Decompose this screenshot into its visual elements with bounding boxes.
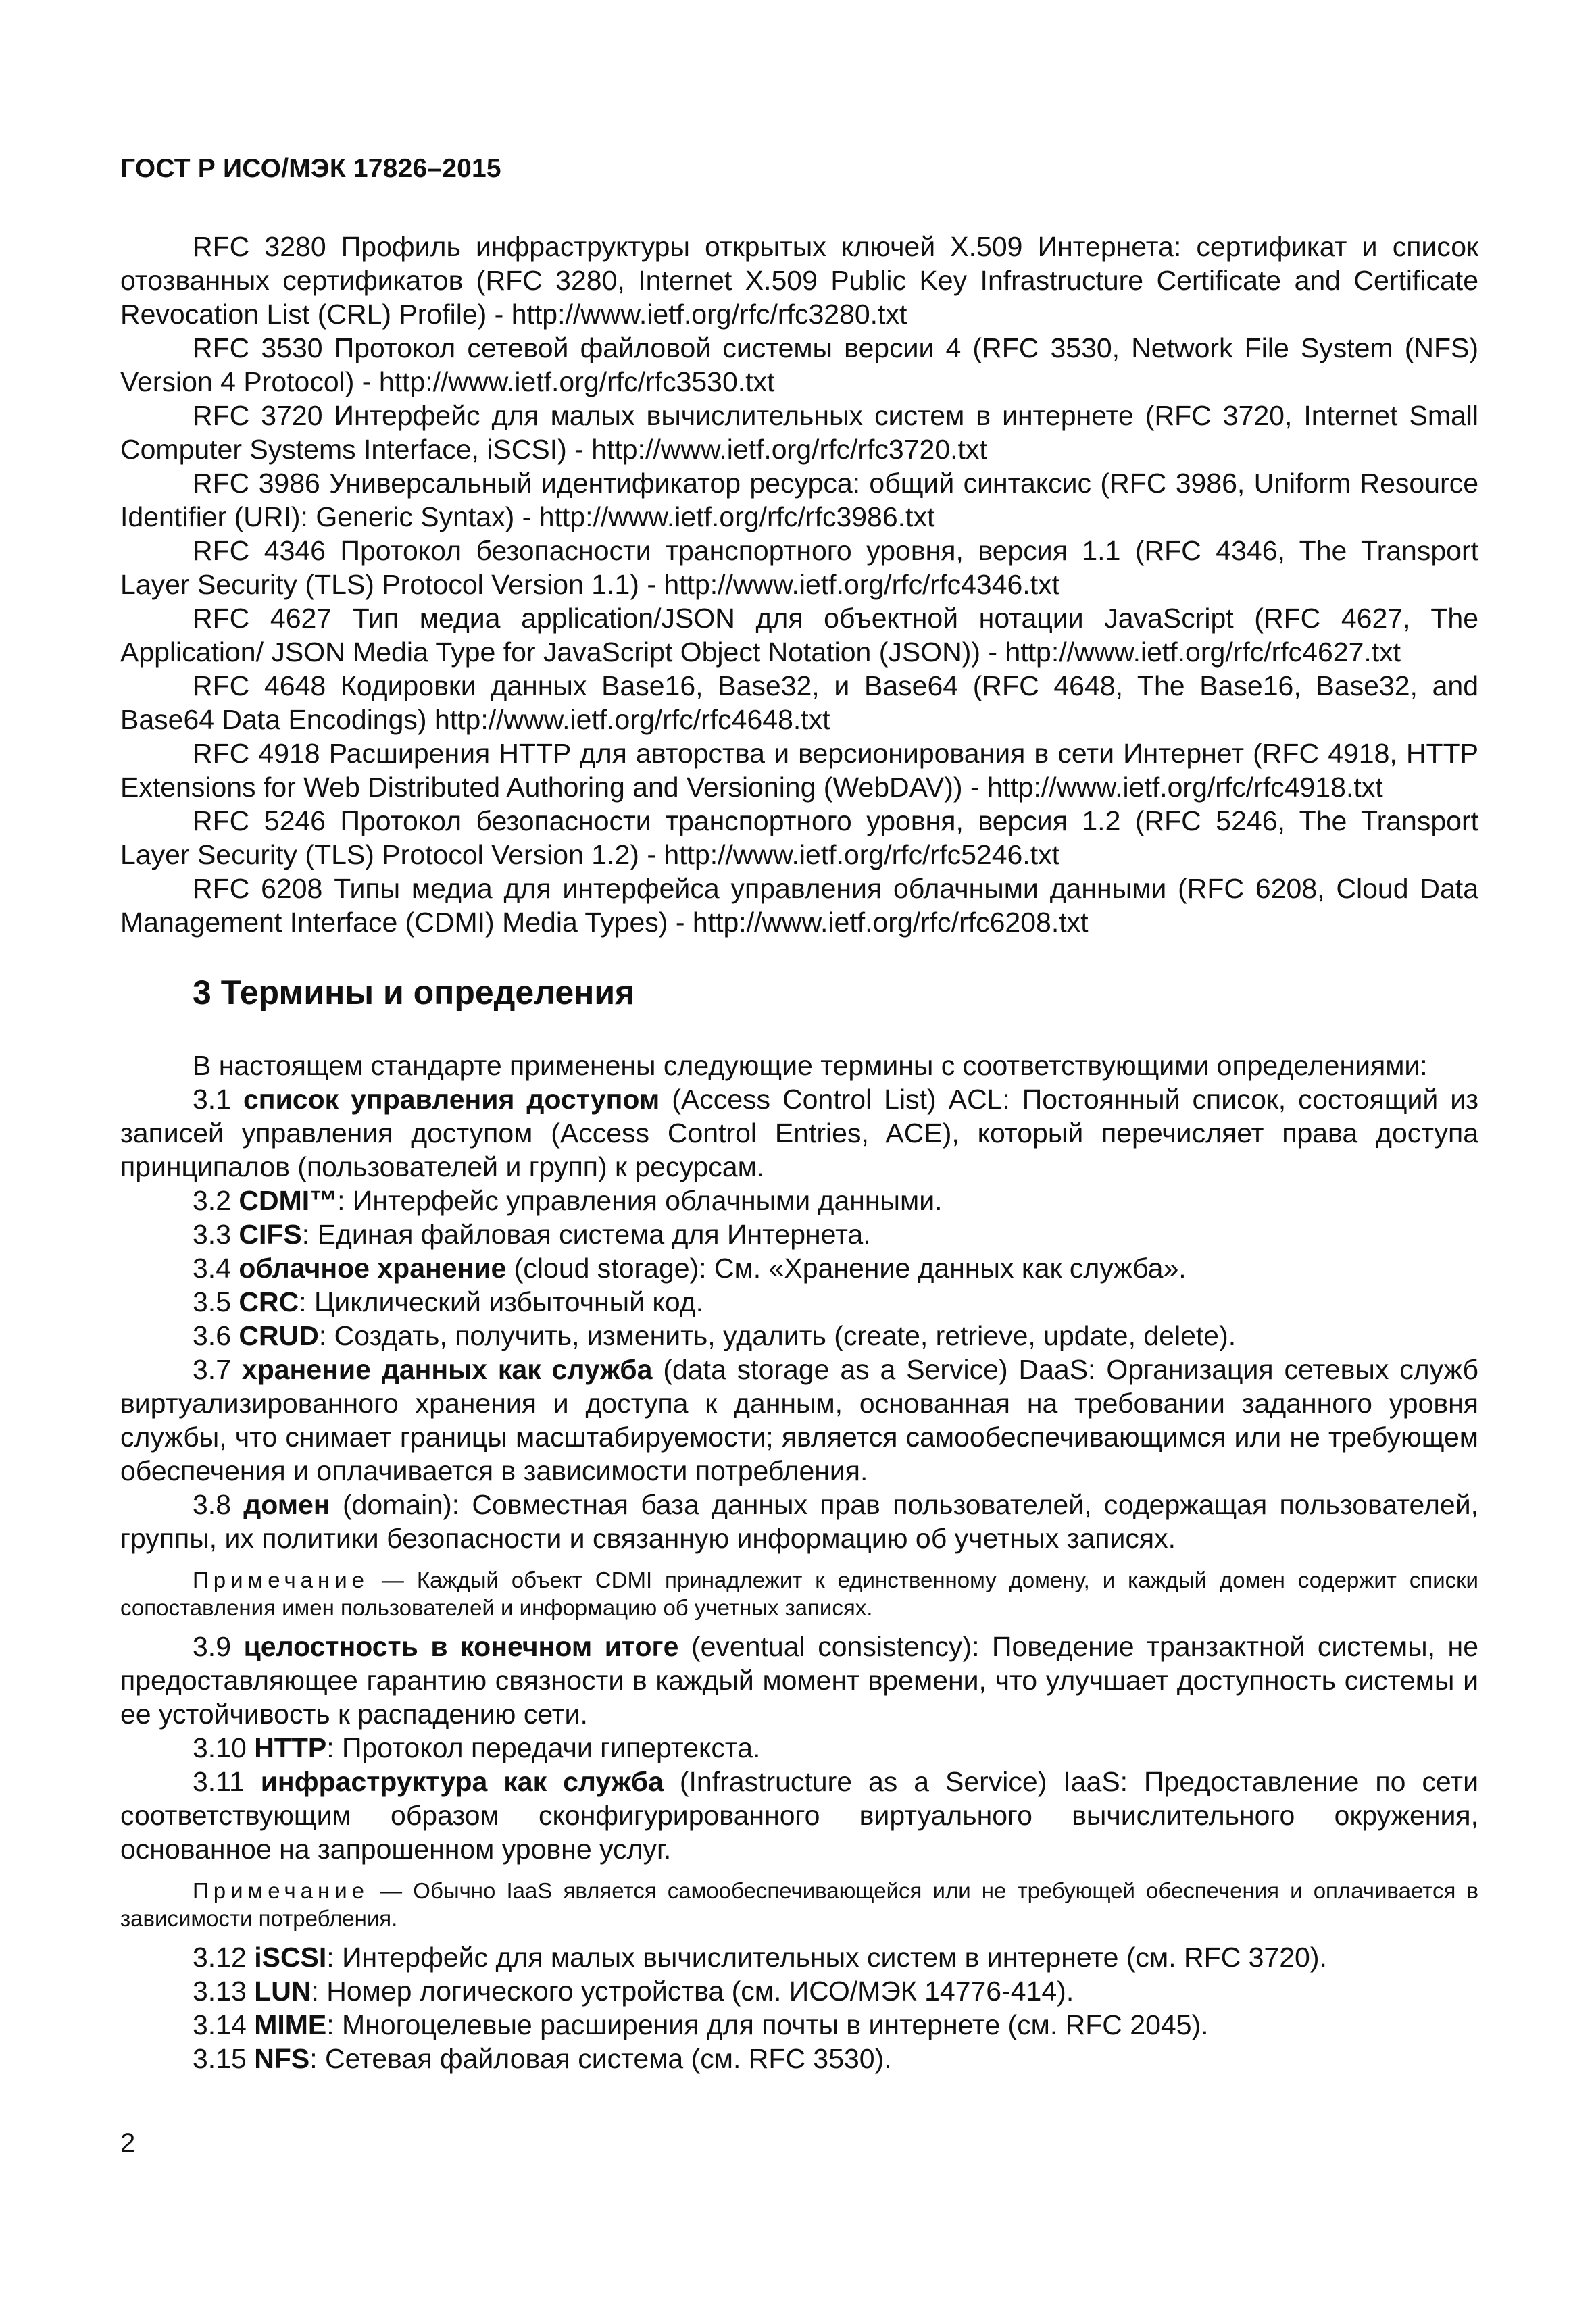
term-definition: : Единая файловая система для Интернета. [301, 1219, 871, 1250]
term-entry [120, 2008, 1478, 2042]
term-number: 3.3 [193, 1219, 239, 1250]
note-text: — Каждый объект CDMI принадлежит к единственному домену, и каждый домен содержит списки сопоставления имен пользователей и информацию об учетных записях. [120, 1567, 1478, 1620]
term-definition: : Номер логического устройства (см. ИСО/МЭК 14776-414). [311, 1976, 1074, 2007]
term-definition: : Циклический избыточный код. [299, 1286, 704, 1317]
term-number: 3.2 [193, 1185, 239, 1216]
term-number: 3.10 [193, 1732, 255, 1763]
term-definition: (Access Control List) ACL: Постоянный список, состоящий из записей управления доступом (Access Control Entries, ACE), который перечисляет права доступа принципалов (пользователей и групп) к ресурсам. [120, 1084, 1479, 1182]
term-number: 3.13 [193, 1976, 255, 2007]
term-definition: : Интерфейс управления облачными данными. [337, 1185, 943, 1216]
term-name: MIME [254, 2009, 327, 2040]
reference-item: RFC 3720 Интерфейс для малых вычислительных систем в интернете (RFC 3720, Internet Small Computer Systems Interface, iSCSI) - http://www.ietf.org/rfc/rfc3720.txt [120, 400, 1478, 465]
term-number: 3.4 [193, 1253, 239, 1284]
term-entry [120, 1974, 1478, 2008]
term-number: 3.12 [193, 1942, 255, 1973]
term-name: домен [243, 1489, 330, 1520]
terms-intro: В настоящем стандарте применены следующие термины с соответствующими определениями: [193, 1050, 1428, 1081]
term-entry [120, 2042, 1478, 2076]
reference-item: RFC 6208 Типы медиа для интерфейса управления облачными данными (RFC 6208, Cloud Data Management Interface (CDMI) Media Types) - http://www.ietf.org/rfc/rfc6208.txt [120, 873, 1478, 938]
term-name: CIFS [239, 1219, 302, 1250]
term-number: 3.7 [193, 1354, 242, 1385]
terms-list [120, 1049, 1478, 2076]
term-definition: : Протокол передачи гипертекста. [326, 1732, 761, 1763]
term-name: CRC [239, 1286, 299, 1317]
note-label: Примечание [193, 1878, 370, 1903]
term-number: 3.9 [193, 1631, 244, 1662]
reference-item: RFC 4648 Кодировки данных Base16, Base32, и Base64 (RFC 4648, The Base16, Base32, and Base64 Data Encodings) http://www.ietf.org/rfc/rfc4648.txt [120, 670, 1478, 735]
term-number: 3.11 [193, 1766, 261, 1797]
term-name: iSCSI [254, 1942, 327, 1973]
term-number: 3.1 [193, 1084, 243, 1115]
term-name: LUN [254, 1976, 311, 2007]
note-text: — Обычно IaaS является самообеспечивающейся или не требующей обеспечения и оплачивается в зависимости потребления. [120, 1878, 1478, 1931]
term-name: хранение данных как служба [241, 1354, 653, 1385]
reference-item: RFC 4918 Расширения HTTP для авторства и версионирования в сети Интернет (RFC 4918, HTTP Extensions for Web Distributed Authoring and Versioning (WebDAV)) - http://www.ietf.org/rfc/rfc4918.txt [120, 738, 1478, 803]
reference-item: RFC 4627 Тип медиа application/JSON для объектной нотации JavaScript (RFC 4627, The Application/ JSON Media Type for JavaScript Object Notation (JSON)) - http://www.ietf.org/rfc/rfc4627.txt [120, 603, 1478, 668]
term-entry [120, 1940, 1478, 1974]
term-entry [120, 1251, 1478, 1285]
term-name: инфраструктура как служба [260, 1766, 664, 1797]
term-entry [120, 1731, 1478, 1765]
note-label: Примечание [193, 1567, 370, 1592]
reference-item: RFC 4346 Протокол безопасности транспортного уровня, версия 1.1 (RFC 4346, The Transport Layer Security (TLS) Protocol Version 1.1) - http://www.ietf.org/rfc/rfc4346.txt [120, 535, 1478, 600]
term-definition: (cloud storage): См. «Хранение данных как служба». [506, 1253, 1187, 1284]
term-number: 3.8 [193, 1489, 244, 1520]
term-entry [120, 1353, 1478, 1488]
note [120, 1566, 1478, 1621]
term-definition: (domain): Совместная база данных прав пользователей, содержащая пользователей, группы, их политики безопасности и связанную информацию об учетных записях. [120, 1489, 1478, 1554]
term-definition: (data storage as a Service) DaaS: Организация сетевых служб виртуализированного хранения и доступа к данным, основанная на требовании заданного уровня службы, что снимает границы масштабируемости; является самообеспечивающимся или не требующем обеспечения и оплачивается в зависимости потребления. [120, 1354, 1479, 1486]
term-number: 3.5 [193, 1286, 239, 1317]
term-entry [120, 1765, 1478, 1866]
term-entry [120, 1082, 1478, 1184]
term-name: HTTP [254, 1732, 327, 1763]
term-entry [120, 1488, 1478, 1555]
document-header: ГОСТ Р ИСО/МЭК 17826–2015 [120, 154, 501, 183]
term-number: 3.14 [193, 2009, 255, 2040]
term-definition: : Сетевая файловая система (см. RFC 3530). [309, 2043, 892, 2074]
reference-item: RFC 3530 Протокол сетевой файловой системы версии 4 (RFC 3530, Network File System (NFS) Version 4 Protocol) - http://www.ietf.org/rfc/rfc3530.txt [120, 332, 1478, 397]
term-name: список управления доступом [243, 1084, 660, 1115]
term-entry [120, 1630, 1478, 1731]
reference-item: RFC 3280 Профиль инфраструктуры открытых ключей X.509 Интернета: сертификат и список отозванных сертификатов (RFC 3280, Internet X.509 Public Key Infrastructure Certificate and Certificate Revocation List (CRL) Profile) - http://www.ietf.org/rfc/rfc3280.txt [120, 231, 1478, 330]
section-title: 3 Термины и определения [193, 974, 635, 1011]
term-number: 3.15 [193, 2043, 255, 2074]
term-entry [120, 1184, 1478, 1217]
term-number: 3.6 [193, 1320, 239, 1351]
reference-item: RFC 5246 Протокол безопасности транспортного уровня, версия 1.2 (RFC 5246, The Transport Layer Security (TLS) Protocol Version 1.2) - http://www.ietf.org/rfc/rfc5246.txt [120, 805, 1478, 870]
term-definition: : Создать, получить, изменить, удалить (create, retrieve, update, delete). [318, 1320, 1237, 1351]
note [120, 1877, 1478, 1932]
reference-item: RFC 3986 Универсальный идентификатор ресурса: общий синтаксис (RFC 3986, Uniform Resource Identifier (URI): Generic Syntax) - http://www.ietf.org/rfc/rfc3986.txt [120, 468, 1478, 532]
term-name: CRUD [239, 1320, 319, 1351]
term-definition: : Интерфейс для малых вычислительных систем в интернете (см. RFC 3720). [326, 1942, 1327, 1973]
term-entry [120, 1319, 1478, 1353]
term-definition: (Infrastructure as a Service) IaaS: Предоставление по сети соответствующим образом сконфигурированного виртуального вычислительного окружения, основанное на запрошенном уровне услуг. [120, 1766, 1478, 1865]
term-definition: : Многоцелевые расширения для почты в интернете (см. RFC 2045). [326, 2009, 1209, 2040]
term-name: целостность в конечном итоге [243, 1631, 679, 1662]
page-number: 2 [120, 2128, 136, 2158]
references-list [120, 230, 1478, 939]
term-entry [120, 1285, 1478, 1319]
term-name: облачное хранение [239, 1253, 507, 1284]
term-definition: (eventual consistency): Поведение транзактной системы, не предоставляющее гарантию связности в каждый момент времени, что улучшает доступность системы и ее устойчивость к распадению сети. [120, 1631, 1478, 1730]
term-name: CDMI™ [239, 1185, 338, 1216]
term-entry [120, 1217, 1478, 1251]
term-name: NFS [254, 2043, 310, 2074]
